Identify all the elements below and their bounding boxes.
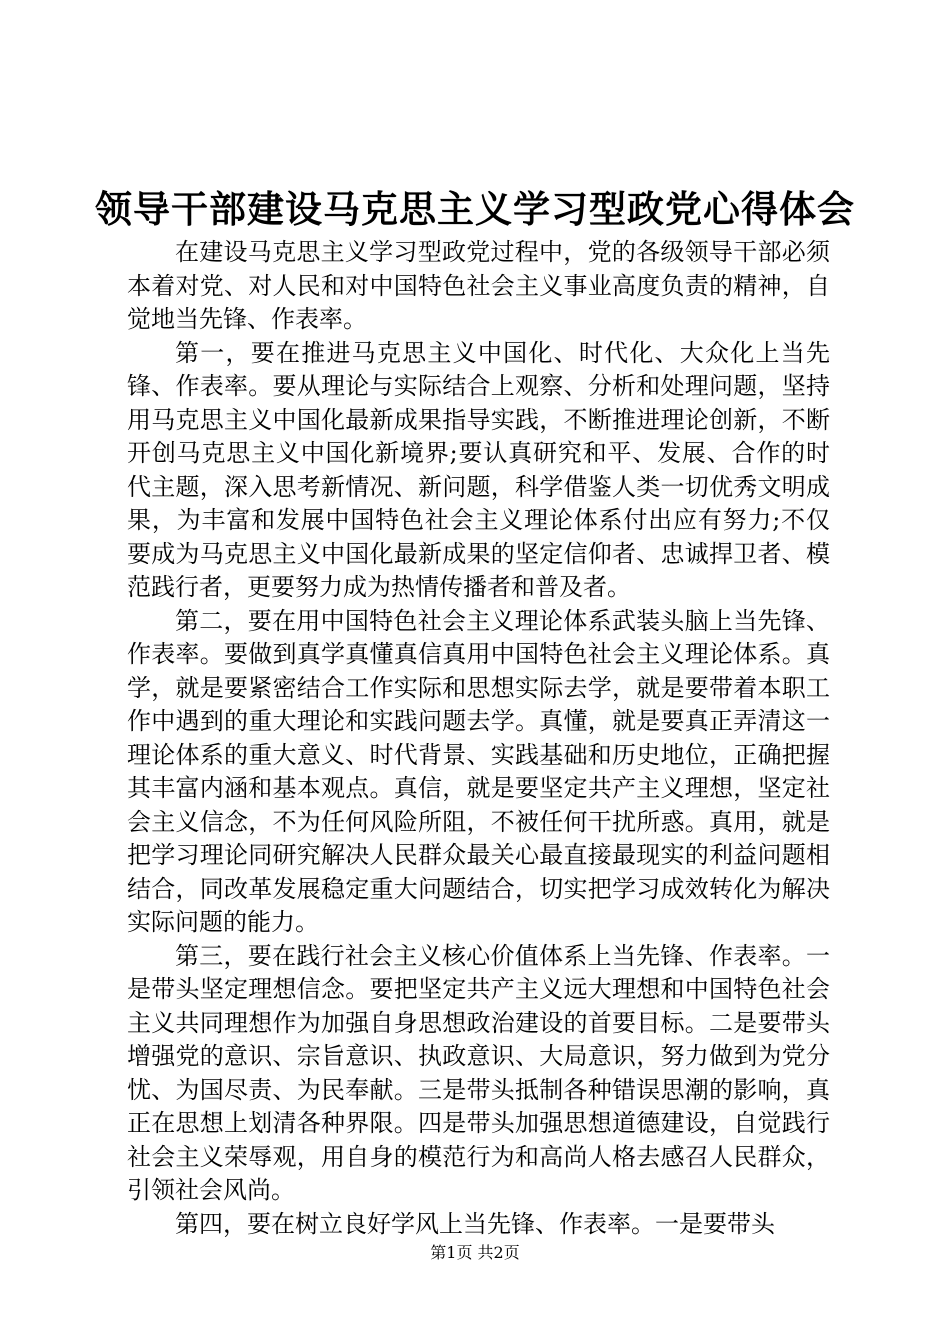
paragraph-first: 第一，要在推进马克思主义中国化、时代化、大众化上当先锋、作表率。要从理论与实际结合上观察、分析和处理问题，坚持用马克思主义中国化最新成果指导实践，不断推进理论创新，不断开创马克思主义中国化新境界;要认真研究和平、发展、合作的时代主题，深入思考新情况、新问题，科学借鉴人类一切优秀文明成果，为丰富和发展中国特色社会主义理论体系付出应有努力;不仅要成为马克思主义中国化最新成果的坚定信仰者、忠诚捍卫者、模范践行者，更要努力成为热情传播者和普及者。 — [127, 338, 830, 601]
document-body — [127, 236, 830, 1241]
paragraph-intro: 在建设马克思主义学习型政党过程中，党的各级领导干部必须本着对党、对人民和对中国特色社会主义事业高度负责的精神，自觉地当先锋、作表率。 — [127, 238, 830, 333]
paragraph-fourth: 第四，要在树立良好学风上当先锋、作表率。一是要带头 — [175, 1209, 775, 1238]
document-title: 领导干部建设马克思主义学习型政党心得体会 — [95, 187, 855, 231]
paragraph-second: 第二，要在用中国特色社会主义理论体系武装头脑上当先锋、作表率。要做到真学真懂真信真用中国特色社会主义理论体系。真学，就是要紧密结合工作实际和思想实际去学，就是要带着本职工作中遇到的重大理论和实践问题去学。真懂，就是要真正弄清这一理论体系的重大意义、时代背景、实践基础和历史地位，正确把握其丰富内涵和基本观点。真信，就是要坚定共产主义理想，坚定社会主义信念，不为任何风险所阻，不被任何干扰所惑。真用，就是把学习理论同研究解决人民群众最关心最直接最现实的利益问题相结合，同改革发展稳定重大问题结合，切实把学习成效转化为解决实际问题的能力。 — [127, 606, 830, 936]
paragraph-third: 第三，要在践行社会主义核心价值体系上当先锋、作表率。一是带头坚定理想信念。要把坚定共产主义远大理想和中国特色社会主义共同理想作为加强自身思想政治建设的首要目标。二是要带头增强党的意识、宗旨意识、执政意识、大局意识，努力做到为党分忧、为国尽责、为民奉献。三是带头抵制各种错误思潮的影响，真正在思想上划清各种界限。四是带头加强思想道德建设，自觉践行社会主义荣辱观，用自身的模范行为和高尚人格去感召人民群众，引领社会风尚。 — [127, 941, 830, 1204]
page-number-footer: 第1页 共2页 — [430, 1243, 520, 1262]
